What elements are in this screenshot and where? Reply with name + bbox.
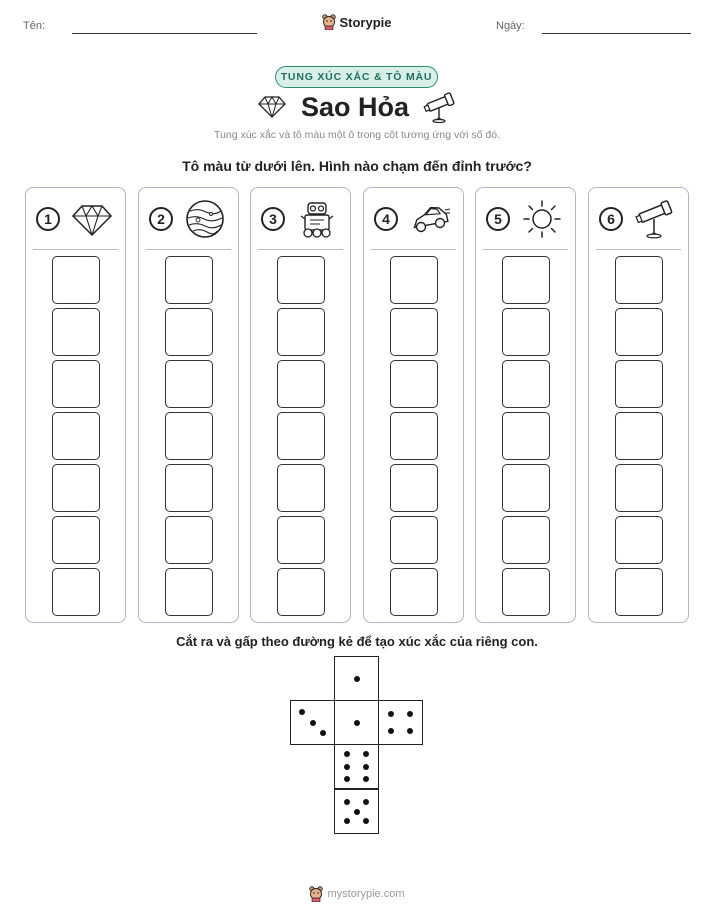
- color-box[interactable]: [615, 360, 663, 408]
- color-box[interactable]: [615, 516, 663, 564]
- bear-mascot-icon: [322, 14, 336, 30]
- color-box[interactable]: [390, 412, 438, 460]
- dice-pip: [363, 818, 369, 824]
- color-box[interactable]: [165, 464, 213, 512]
- color-box[interactable]: [165, 412, 213, 460]
- color-box[interactable]: [277, 568, 325, 616]
- dice-pip: [344, 799, 350, 805]
- column-header: [476, 198, 575, 244]
- color-box[interactable]: [615, 308, 663, 356]
- space-car-icon: [409, 198, 451, 240]
- color-box[interactable]: [502, 256, 550, 304]
- dice-face-6: [334, 744, 379, 789]
- color-box[interactable]: [390, 308, 438, 356]
- color-box[interactable]: [390, 256, 438, 304]
- color-box[interactable]: [52, 308, 100, 356]
- dice-pip: [354, 676, 360, 682]
- column-number: 1: [36, 207, 60, 231]
- dice-face-3: [290, 700, 335, 745]
- color-box[interactable]: [52, 568, 100, 616]
- column-1: [25, 187, 126, 623]
- color-box[interactable]: [165, 568, 213, 616]
- subtitle: Tung xúc xắc và tô màu một ô trong cột tương ứng với số đó.: [214, 129, 500, 141]
- dice-pip: [407, 711, 413, 717]
- color-box[interactable]: [277, 412, 325, 460]
- color-box[interactable]: [52, 256, 100, 304]
- dice-pip: [354, 720, 360, 726]
- activity-tag: TUNG XÚC XẮC & TÔ MÀU: [275, 66, 438, 88]
- column-5: [475, 187, 576, 623]
- dice-pip: [344, 776, 350, 782]
- column-divider: [258, 249, 343, 250]
- column-divider: [33, 249, 118, 250]
- color-box[interactable]: [277, 256, 325, 304]
- dice-pip: [388, 711, 394, 717]
- color-box[interactable]: [277, 308, 325, 356]
- color-box[interactable]: [615, 412, 663, 460]
- dice-pip: [388, 728, 394, 734]
- dice-pip: [299, 709, 305, 715]
- dice-pip: [344, 818, 350, 824]
- page-title: Sao Hỏa: [300, 91, 410, 122]
- column-number: 3: [261, 207, 285, 231]
- color-box[interactable]: [52, 360, 100, 408]
- column-divider: [483, 249, 568, 250]
- dice-pip: [344, 751, 350, 757]
- color-box[interactable]: [502, 412, 550, 460]
- dice-pip: [344, 764, 350, 770]
- title-row: [0, 88, 714, 126]
- name-line[interactable]: [72, 33, 257, 34]
- color-box[interactable]: [615, 568, 663, 616]
- color-box[interactable]: [502, 360, 550, 408]
- name-label: Tên:: [23, 20, 46, 32]
- color-box[interactable]: [165, 360, 213, 408]
- dice-pip: [310, 720, 316, 726]
- color-box[interactable]: [502, 464, 550, 512]
- brand-logo: [0, 14, 714, 30]
- column-6: [588, 187, 689, 623]
- column-number: 5: [486, 207, 510, 231]
- brand-name: Storypie: [339, 14, 392, 30]
- dice-face-1: [334, 700, 379, 745]
- column-2: [138, 187, 239, 623]
- color-box[interactable]: [165, 516, 213, 564]
- color-box[interactable]: [615, 464, 663, 512]
- diamond-icon: [257, 95, 287, 119]
- dice-instruction: Cắt ra và gấp theo đường kẻ để tạo xúc xắc của riêng con.: [176, 634, 538, 649]
- column-header: [251, 198, 350, 244]
- column-header: [26, 198, 125, 244]
- column-header: [139, 198, 238, 244]
- color-box[interactable]: [502, 568, 550, 616]
- column-3: [250, 187, 351, 623]
- color-box[interactable]: [165, 308, 213, 356]
- footer-url: mystorypie.com: [327, 888, 405, 900]
- color-box[interactable]: [615, 256, 663, 304]
- column-divider: [371, 249, 456, 250]
- telescope-icon: [634, 198, 676, 240]
- column-number: 4: [374, 207, 398, 231]
- color-box[interactable]: [277, 516, 325, 564]
- dice-pip: [363, 751, 369, 757]
- color-box[interactable]: [277, 360, 325, 408]
- color-box[interactable]: [277, 464, 325, 512]
- dice-face-5: [334, 789, 379, 834]
- color-box[interactable]: [390, 360, 438, 408]
- dice-face-1: [334, 656, 379, 701]
- column-4: [363, 187, 464, 623]
- column-number: 2: [149, 207, 173, 231]
- dice-pip: [363, 776, 369, 782]
- planet-icon: [184, 198, 226, 240]
- dice-pip: [363, 764, 369, 770]
- bear-mascot-icon: [309, 886, 323, 902]
- sun-icon: [521, 198, 563, 240]
- column-header: [364, 198, 463, 244]
- dice-pip: [407, 728, 413, 734]
- telescope-icon: [423, 91, 457, 123]
- dice-face-4: [378, 700, 423, 745]
- footer: [0, 886, 714, 902]
- color-box[interactable]: [502, 516, 550, 564]
- date-label: Ngày:: [496, 20, 525, 32]
- dice-pip: [320, 730, 326, 736]
- date-line[interactable]: [542, 33, 691, 34]
- color-box[interactable]: [502, 308, 550, 356]
- column-header: [589, 198, 688, 244]
- column-number: 6: [599, 207, 623, 231]
- column-divider: [596, 249, 681, 250]
- color-box[interactable]: [390, 516, 438, 564]
- color-box[interactable]: [52, 464, 100, 512]
- dice-pip: [354, 809, 360, 815]
- color-box[interactable]: [165, 256, 213, 304]
- color-box[interactable]: [390, 568, 438, 616]
- diamond-icon: [71, 198, 113, 240]
- column-divider: [146, 249, 231, 250]
- dice-pip: [363, 799, 369, 805]
- robot-rover-icon: [296, 198, 338, 240]
- question: Tô màu từ dưới lên. Hình nào chạm đến đỉnh trước?: [182, 158, 532, 174]
- color-box[interactable]: [52, 516, 100, 564]
- color-box[interactable]: [390, 464, 438, 512]
- color-box[interactable]: [52, 412, 100, 460]
